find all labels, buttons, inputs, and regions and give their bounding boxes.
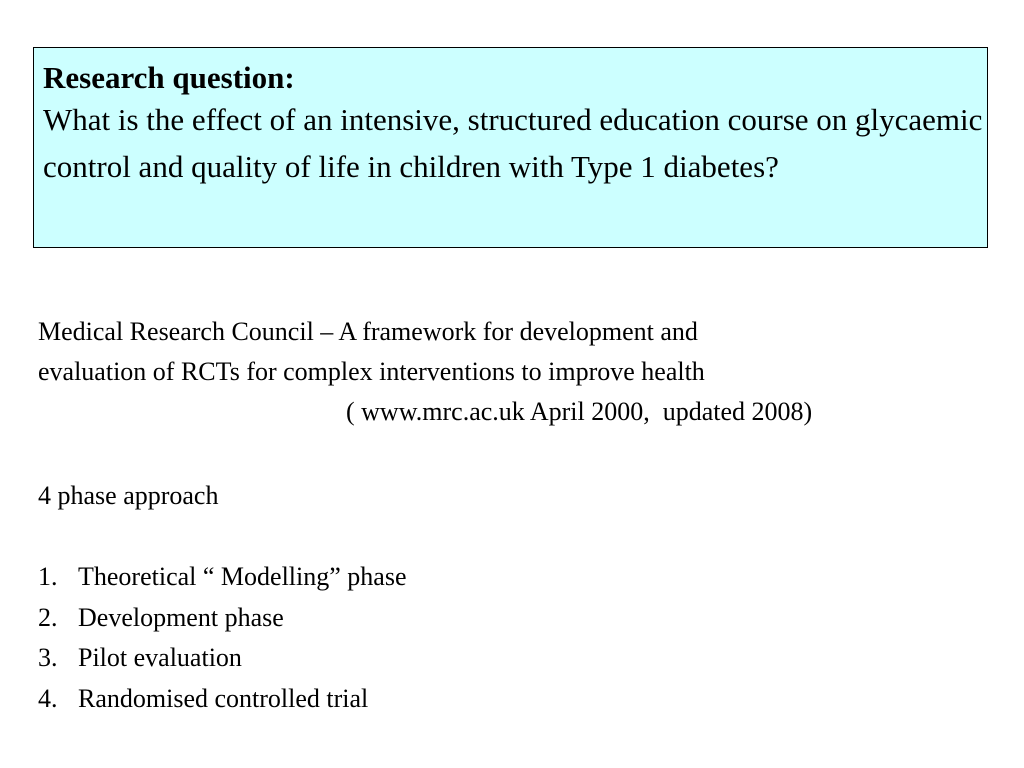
research-question-heading: Research question:	[43, 60, 295, 95]
phase-list-item	[38, 598, 406, 639]
phase-number: 2.	[38, 602, 58, 632]
mrc-reference: ( www.mrc.ac.uk April 2000, updated 2008)	[346, 397, 813, 426]
phase-label: Randomised controlled trial	[78, 683, 369, 713]
phase-approach-heading: 4 phase approach	[38, 481, 219, 510]
phase-list-item	[38, 557, 406, 598]
phase-number: 4.	[38, 683, 58, 713]
mrc-line-1: Medical Research Council – A framework for development and	[38, 317, 698, 346]
phase-label: Pilot evaluation	[78, 643, 242, 672]
mrc-line-2: evaluation of RCTs for complex interventions to improve health	[38, 357, 705, 386]
mrc-framework-text	[38, 312, 978, 432]
research-question-box	[33, 47, 988, 248]
phase-list-item	[38, 679, 406, 720]
phase-list-item	[38, 638, 406, 679]
phase-list	[38, 557, 406, 719]
phase-label: Theoretical “ Modelling” phase	[78, 562, 407, 591]
phase-number: 3.	[38, 643, 58, 672]
phase-number: 1.	[38, 562, 58, 591]
research-question-text: What is the effect of an intensive, structured education course on glycaemic control and quality of life in children with Type 1 diabetes?	[43, 102, 983, 184]
phase-label: Development phase	[78, 602, 284, 632]
